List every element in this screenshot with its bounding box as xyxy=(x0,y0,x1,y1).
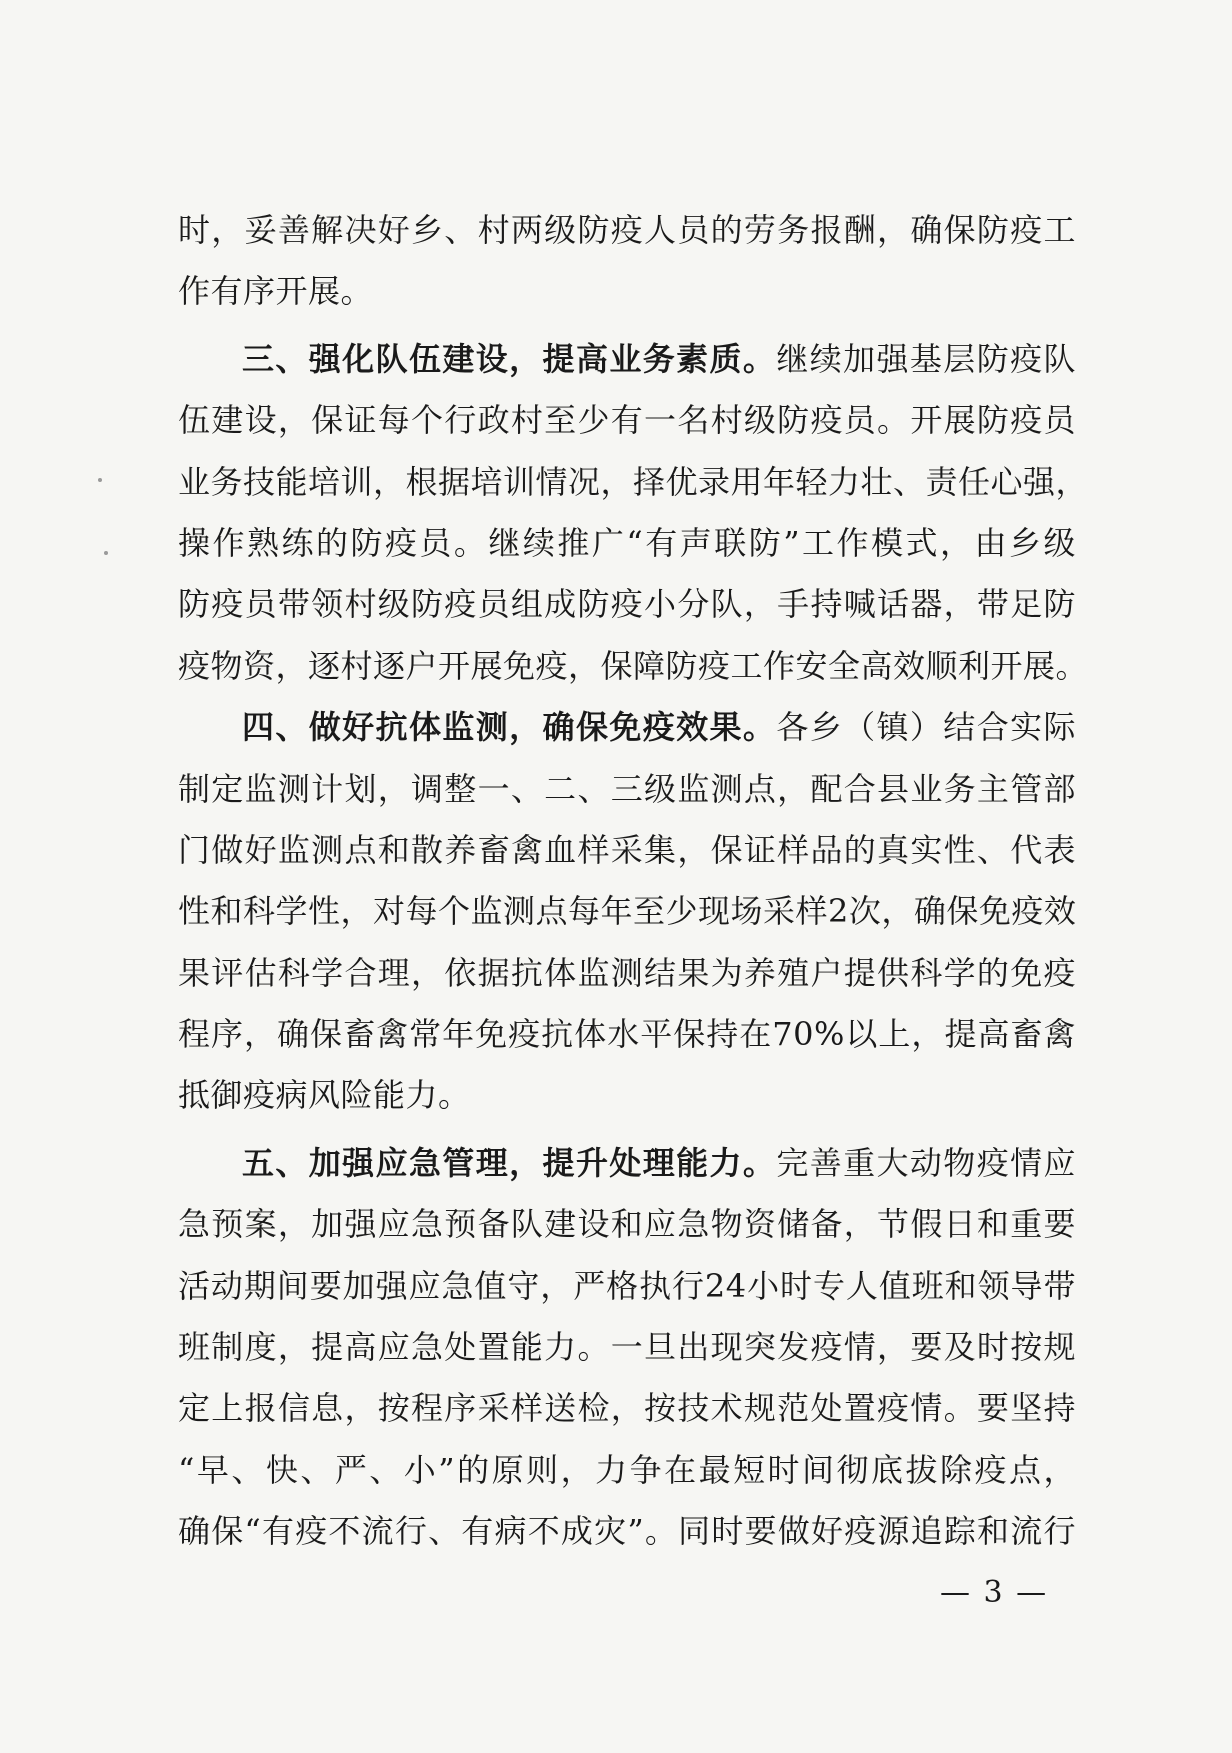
body-text xyxy=(178,200,1089,1563)
text-line: 制定监测计划，调整一、二、三级监测点，配合县业务主管部 xyxy=(178,769,1076,808)
text-line: 操作熟练的防疫员。继续推广“有声联防”工作模式，由乡级 xyxy=(178,523,1076,562)
text-line: 定上报信息，按程序采样送检，按技术规范处置疫情。要坚持 xyxy=(178,1389,1076,1428)
section-three-lead: 继续加强基层防疫队 xyxy=(776,339,1076,378)
text-line: 门做好监测点和散养畜禽血样采集，保证样品的真实性、代表 xyxy=(178,830,1076,869)
text-line: 果评估科学合理，依据抗体监测结果为养殖户提供科学的免疫 xyxy=(178,953,1076,992)
page-number: — 3 — xyxy=(940,1575,1049,1610)
text-line: 确保“有疫不流行、有病不成灾”。同时要做好疫源追踪和流行 xyxy=(178,1512,1076,1551)
section-three-first-line xyxy=(178,329,1076,390)
text-line: 疫物资，逐村逐户开展免疫，保障防疫工作安全高效顺利开展。 xyxy=(178,646,1089,685)
text-line: 性和科学性，对每个监测点每年至少现场采样2次，确保免疫效 xyxy=(178,892,1077,931)
text-line: “早、快、严、小”的原则，力争在最短时间彻底拔除疫点， xyxy=(178,1450,1076,1489)
text-line: 防疫员带领村级防疫员组成防疫小分队，手持喊话器，带足防 xyxy=(178,585,1076,624)
section-five-first-line xyxy=(178,1133,1076,1194)
section-five-heading: 五、加强应急管理，提升处理能力。 xyxy=(242,1143,777,1182)
text-line: 作有序开展。 xyxy=(178,272,374,311)
text-line: 抵御疫病风险能力。 xyxy=(178,1076,471,1115)
section-four-first-line xyxy=(178,697,1076,758)
scan-dot xyxy=(98,478,102,482)
section-five-lead: 完善重大动物疫情应 xyxy=(776,1143,1076,1182)
text-line: 伍建设，保证每个行政村至少有一名村级防疫员。开展防疫员 xyxy=(178,401,1076,440)
section-four-lead: 各乡（镇）结合实际 xyxy=(776,708,1076,747)
text-line: 班制度，提高应急处置能力。一旦出现突发疫情，要及时按规 xyxy=(178,1328,1076,1367)
text-line: 急预案，加强应急预备队建设和应急物资储备，节假日和重要 xyxy=(178,1205,1076,1244)
section-three-heading: 三、强化队伍建设，提高业务素质。 xyxy=(242,339,777,378)
text-line: 业务技能培训，根据培训情况，择优录用年轻力壮、责任心强， xyxy=(178,462,1089,501)
text-line: 活动期间要加强应急值守，严格执行24小时专人值班和领导带 xyxy=(178,1266,1076,1305)
section-four-heading: 四、做好抗体监测，确保免疫效果。 xyxy=(242,708,777,747)
text-line: 时，妥善解决好乡、村两级防疫人员的劳务报酬，确保防疫工 xyxy=(178,211,1076,249)
text-line: 程序，确保畜禽常年免疫抗体水平保持在70%以上，提高畜禽 xyxy=(178,1015,1076,1054)
scan-dot xyxy=(104,551,108,555)
